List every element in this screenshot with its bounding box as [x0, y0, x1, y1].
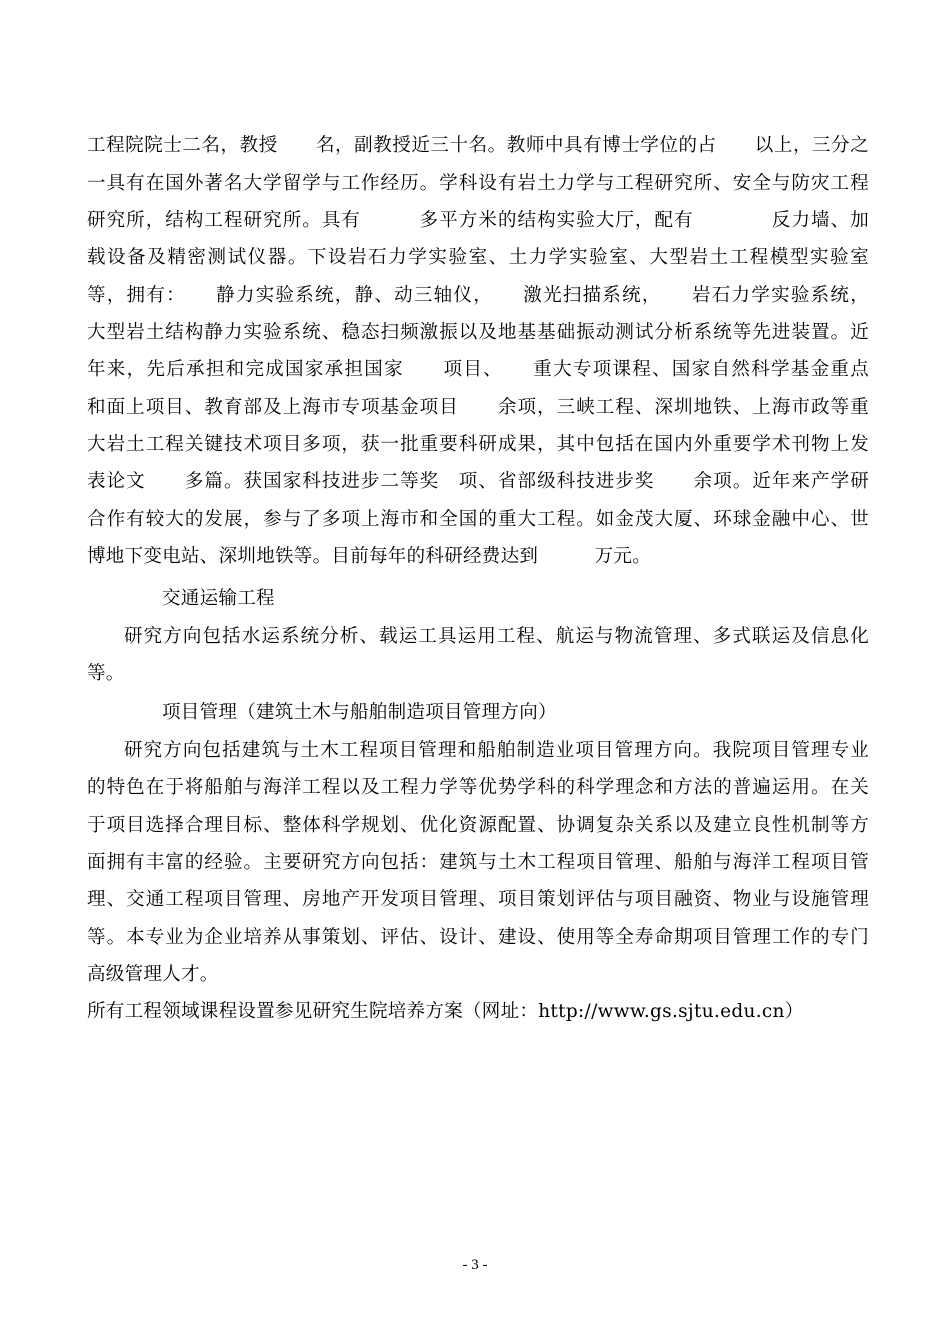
body-text-line: 研究所，结构工程研究所。具有 多平方米的结构实验大厅，配有 反力墙、加	[87, 210, 869, 231]
body-text-line: 研究方向包括建筑与土木工程项目管理和船舶制造业项目管理方向。我院项目管理专业	[124, 740, 869, 761]
section-heading-transport: 交通运输工程	[162, 588, 275, 609]
body-text-line: 于项目选择合理目标、整体科学规划、优化资源配置、协调复杂关系以及建立良性机制等方	[87, 815, 869, 836]
body-text-line: 研究方向包括水运系统分析、载运工具运用工程、航运与物流管理、多式联运及信息化	[124, 626, 869, 647]
body-text-line: 表论文 多篇。获国家科技进步二等奖 项、省部级科技进步奖 余项。近年来产学研	[87, 471, 869, 492]
body-text-line: 等，拥有： 静力实验系统，静、动三轴仪， 激光扫描系统， 岩石力学实验系统，	[87, 285, 869, 306]
body-text-line: 博地下变电站、深圳地铁等。目前每年的科研经费达到 万元。	[87, 546, 652, 567]
page-number: - 3 -	[462, 1257, 488, 1273]
body-text-line: 理、交通工程项目管理、房地产开发项目管理、项目策划评估与项目融资、物业与设施管理	[87, 889, 869, 910]
body-text-line: 载设备及精密测试仪器。下设岩石力学实验室、土力学实验室、大型岩土工程模型实验室	[87, 247, 869, 268]
course-reference-line: 所有工程领域课程设置参见研究生院培养方案（网址：http://www.gs.sjtu.edu.cn）	[87, 1001, 804, 1022]
section-heading-project-management: 项目管理（建筑土木与船舶制造项目管理方向）	[162, 702, 557, 723]
body-text-line: 合作有较大的发展，参与了多项上海市和全国的重大工程。如金茂大厦、环球金融中心、世	[87, 509, 869, 530]
body-text-line: 大岩土工程关键技术项目多项，获一批重要科研成果，其中包括在国内外重要学术刊物上发	[87, 434, 869, 455]
body-text-line: 的特色在于将船舶与海洋工程以及工程力学等优势学科的科学理念和方法的普遍运用。在关	[87, 777, 869, 798]
body-text-line: 等。	[87, 663, 125, 684]
body-text-line: 等。本专业为企业培养从事策划、评估、设计、建设、使用等全寿命期项目管理工作的专门	[87, 927, 869, 948]
body-text-line: 面拥有丰富的经验。主要研究方向包括：建筑与土木工程项目管理、船舶与海洋工程项目管	[87, 852, 869, 873]
body-text-line: 工程院院士二名，教授 名，副教授近三十名。教师中具有博士学位的占 以上，三分之	[87, 135, 869, 156]
body-text-line: 一具有在国外著名大学留学与工作经历。学科设有岩土力学与工程研究所、安全与防灾工程	[87, 173, 869, 194]
body-text-line: 大型岩土结构静力实验系统、稳态扫频激振以及地基基础振动测试分析系统等先进装置。近	[87, 322, 869, 343]
body-text-line: 高级管理人才。	[87, 964, 219, 985]
body-text-line: 和面上项目、教育部及上海市专项基金项目 余项，三峡工程、深圳地铁、上海市政等重	[87, 397, 869, 418]
body-text-line: 年来，先后承担和完成国家承担国家 项目、 重大专项课程、国家自然科学基金重点	[87, 359, 869, 380]
